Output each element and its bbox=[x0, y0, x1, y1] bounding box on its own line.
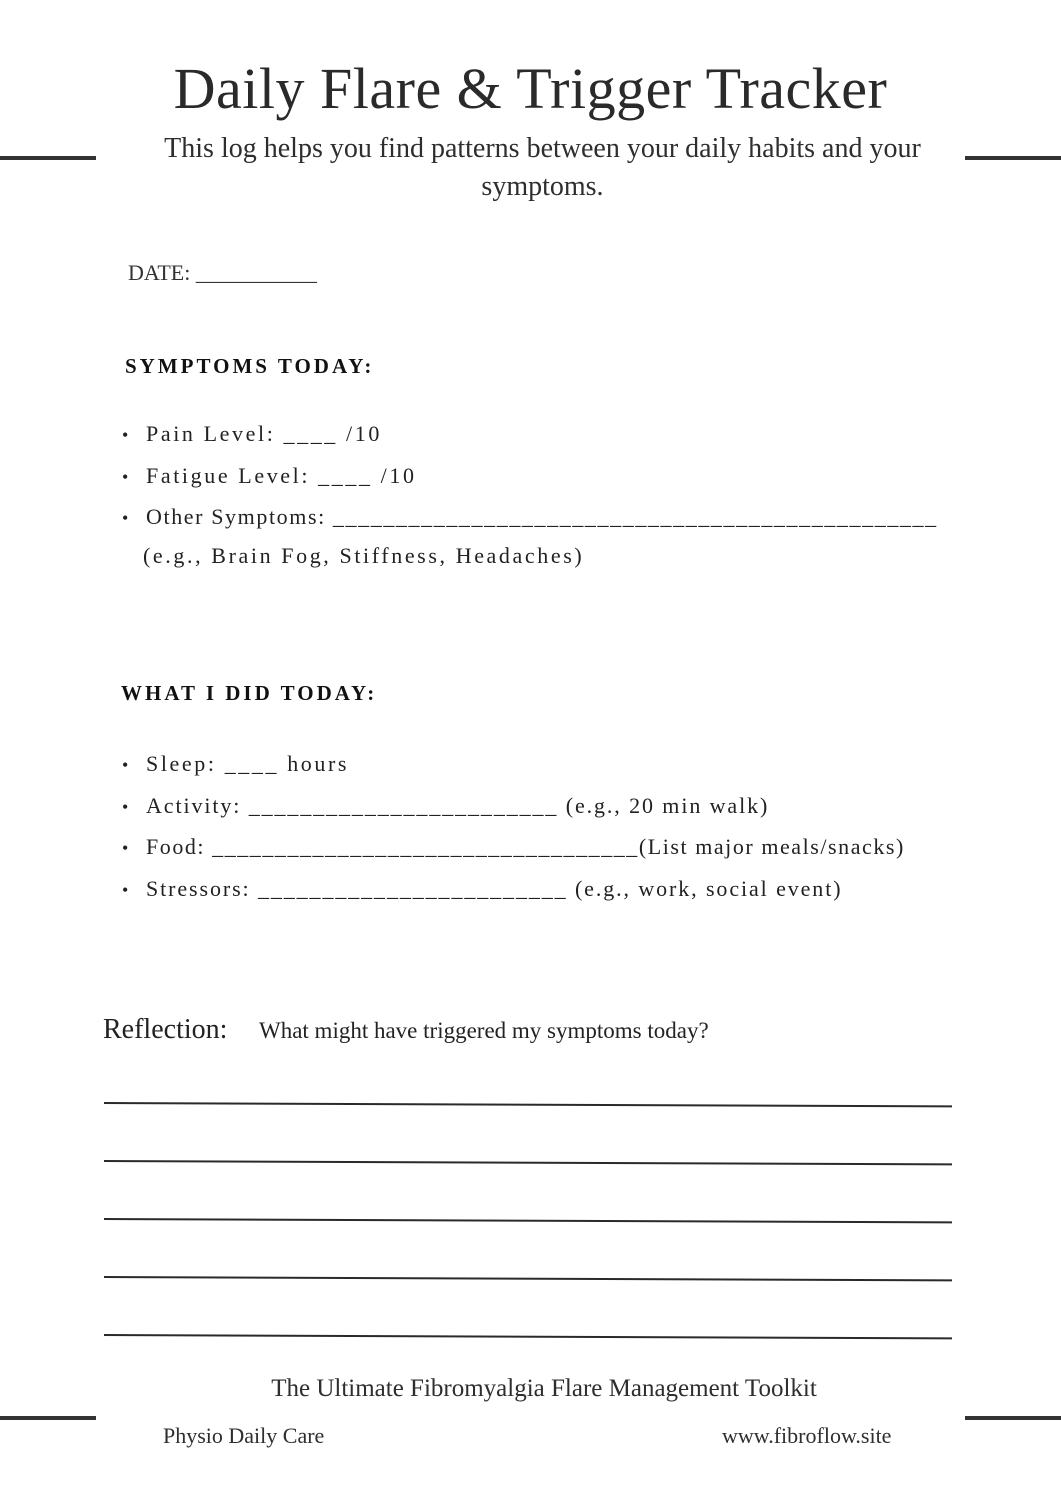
left-bottom-rule bbox=[0, 1416, 96, 1420]
list-item-text: Other Symptoms: ________________________________________________ bbox=[146, 504, 938, 529]
footer-title: The Ultimate Fibromyalgia Flare Management Toolkit bbox=[271, 1375, 817, 1402]
bullet-dot-icon: • bbox=[122, 508, 131, 528]
symptoms-list bbox=[122, 413, 938, 538]
list-item-fatigue-level[interactable] bbox=[122, 455, 938, 497]
bullet-dot-icon: • bbox=[122, 466, 131, 487]
list-item-text: Stressors: ________________________ (e.g., work, social event) bbox=[146, 875, 843, 901]
page-subtitle: This log helps you find patterns between your daily habits and your symptoms. bbox=[164, 133, 921, 202]
list-item-other-symptoms[interactable] bbox=[122, 496, 938, 538]
left-top-rule bbox=[0, 156, 96, 160]
list-item-text: Food: __________________________________(List major meals/snacks) bbox=[146, 834, 905, 859]
reflection-label: Reflection: bbox=[103, 1014, 228, 1045]
reflection-write-line[interactable] bbox=[104, 1334, 952, 1339]
right-bottom-rule bbox=[965, 1416, 1061, 1420]
list-item-text: Activity: ________________________ (e.g., 20 min walk) bbox=[146, 792, 770, 818]
list-item-sleep[interactable] bbox=[122, 743, 905, 785]
date-field[interactable]: DATE: ___________ bbox=[128, 260, 317, 285]
list-item-pain-level[interactable] bbox=[122, 413, 938, 455]
page-title: Daily Flare & Trigger Tracker bbox=[173, 56, 888, 121]
list-item-text: Pain Level: ____ /10 bbox=[146, 421, 382, 446]
list-item-text: Sleep: ____ hours bbox=[146, 751, 350, 776]
activities-list bbox=[122, 743, 905, 909]
reflection-write-line[interactable] bbox=[104, 1276, 952, 1281]
reflection-write-line[interactable] bbox=[104, 1102, 952, 1107]
activities-heading: WHAT I DID TODAY: bbox=[121, 681, 378, 705]
right-top-rule bbox=[965, 156, 1061, 160]
list-item-stressors[interactable] bbox=[122, 868, 905, 910]
reflection-write-line[interactable] bbox=[104, 1160, 952, 1165]
list-item-text: Fatigue Level: ____ /10 bbox=[146, 462, 417, 488]
reflection-question: What might have triggered my symptoms today? bbox=[259, 1018, 709, 1043]
reflection-write-line[interactable] bbox=[104, 1218, 952, 1223]
list-item-food[interactable] bbox=[122, 826, 905, 868]
bullet-dot-icon: • bbox=[122, 755, 131, 775]
bullet-dot-icon: • bbox=[122, 838, 131, 858]
list-item-activity[interactable] bbox=[122, 785, 905, 827]
symptoms-heading: SYMPTOMS TODAY: bbox=[125, 354, 375, 378]
bullet-dot-icon: • bbox=[122, 425, 131, 445]
symptoms-example-note: (e.g., Brain Fog, Stiffness, Headaches) bbox=[143, 543, 585, 568]
footer-website-link[interactable]: www.fibroflow.site bbox=[722, 1423, 892, 1448]
footer-brand: Physio Daily Care bbox=[163, 1423, 325, 1448]
bullet-dot-icon: • bbox=[122, 879, 131, 900]
bullet-dot-icon: • bbox=[122, 796, 131, 817]
